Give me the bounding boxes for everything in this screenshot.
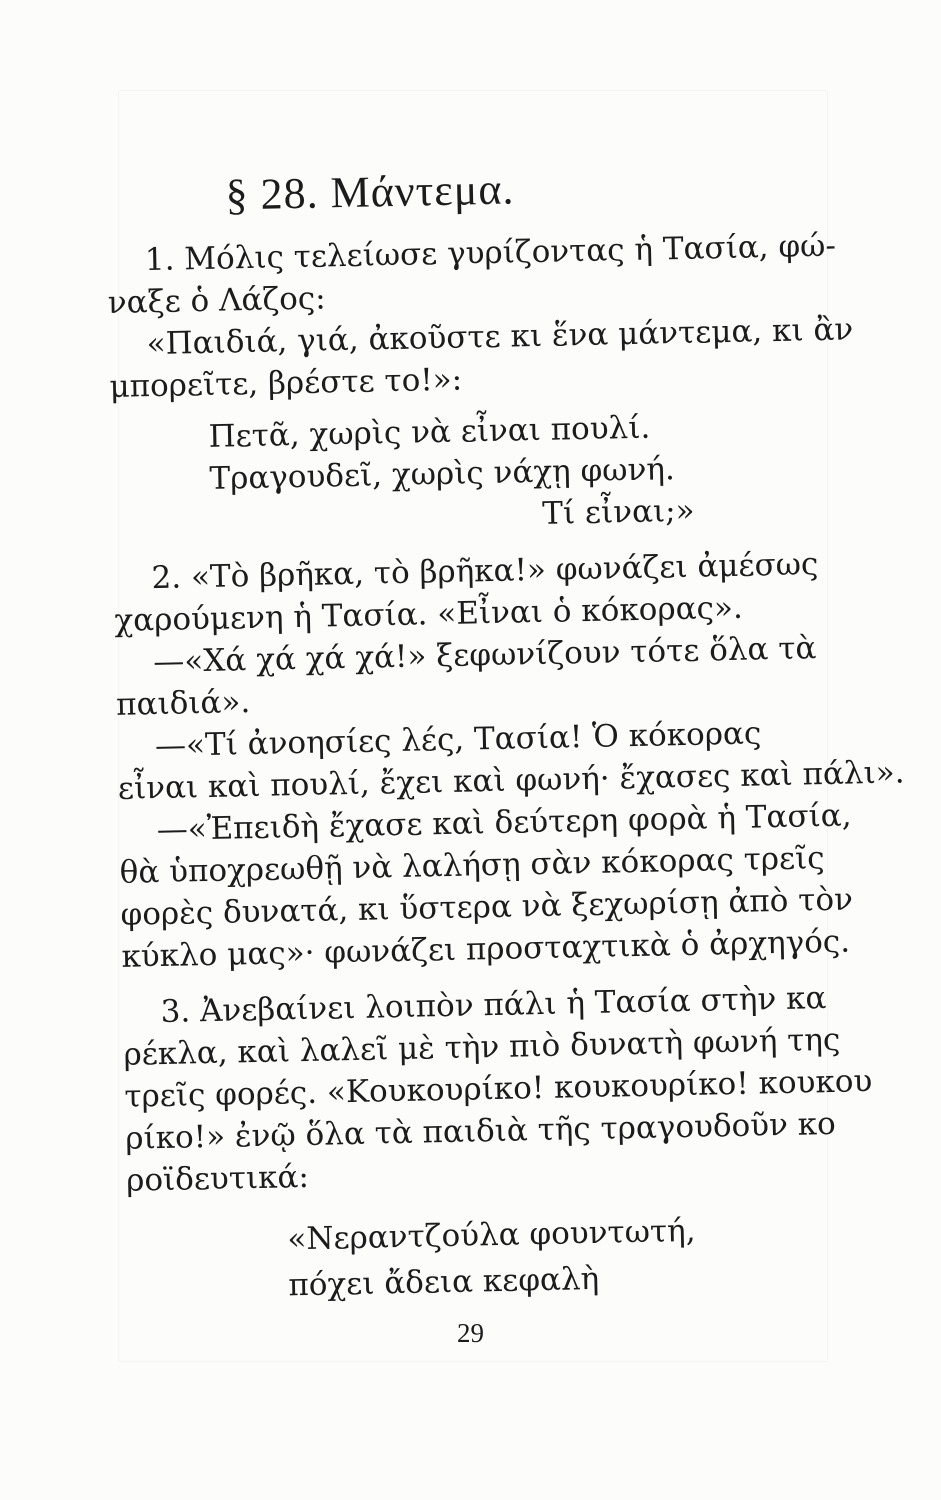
paragraph-3 [122, 977, 873, 1201]
verse-line: Τί εἶναι;» [541, 492, 695, 532]
text-line: —«Τί ἀνοησίες λές, Τασία! Ὁ κόκορας [154, 715, 762, 765]
text-line: χαρούμενη ἡ Τασία. «Εἶναι ὁ κόκορας». [114, 589, 744, 639]
text-line: —«Χά χά χά χά!» ξεφωνίζουν τότε ὅλα τὰ [152, 630, 817, 681]
text-line: «Παιδιά, γιά, ἀκοῦστε κι ἕνα μάντεμα, κι ἂν [146, 311, 854, 363]
text-line: εἶναι καὶ πουλί, ἔχει καὶ φωνή· ἔχασες καὶ πάλι». [117, 754, 905, 807]
text-line: μπορεῖτε, βρέστε το!»: [109, 361, 463, 405]
text-line: —«Ἐπειδὴ ἔχασε καὶ δεύτερη φορὰ ἡ Τασία, [156, 797, 852, 849]
text-line: ρίκο!» ἐνῷ ὅλα τὰ παιδιὰ τῆς τραγουδοῦν κο [124, 1105, 837, 1157]
text-line: 1. Μόλις τελείωσε γυρίζοντας ἡ Τασία, φώ- [144, 227, 837, 279]
paragraph-2 [113, 543, 905, 977]
verse-line: πόχει ἄδεια κεφαλὴ [288, 1260, 600, 1304]
text-line: 3. Ἀνεβαίνει λοιπὸν πάλι ἡ Τασία στὴν κα [160, 980, 827, 1031]
verse-line: «Νεραντζούλα φουντωτή, [287, 1212, 696, 1258]
section-title: § 28. Μάντεμα. [225, 164, 515, 220]
text-line: φορὲς δυνατά, κι ὕστερα νὰ ξεχωρίσῃ ἀπὸ τὸν [120, 881, 854, 933]
page-content [105, 156, 905, 1312]
text-line: τρεῖς φορές. «Κουκουρίκο! κουκουρίκο! κουκου [124, 1063, 873, 1115]
text-line: ρέκλα, καὶ λαλεῖ μὲ τὴν πιὸ δυνατὴ φωνή της [123, 1021, 841, 1073]
text-line: ροϊδευτικά: [125, 1158, 310, 1199]
page-number: 29 [457, 1318, 484, 1348]
text-line: παιδιά». [115, 684, 251, 723]
song-verse [127, 1205, 819, 1311]
text-line: ναξε ὁ Λάζος: [107, 280, 327, 321]
paragraph-1 [106, 226, 854, 408]
text-line: θὰ ὑποχρεωθῇ νὰ λαλήσῃ σὰν κόκορας τρεῖς [119, 840, 825, 891]
verse-line: Τραγουδεῖ, χωρὶς νάχῃ φωνή. [209, 451, 676, 497]
verse-line: Πετᾶ, χωρὶς νὰ εἶναι πουλί. [208, 409, 651, 455]
riddle-verse [110, 403, 802, 543]
text-line: 2. «Τὸ βρῆκα, τὸ βρῆκα!» φωνάζει ἀμέσως [151, 546, 819, 597]
text-line: κύκλο μας»· φωνάζει προσταχτικὰ ὁ ἀρχηγός. [121, 923, 851, 975]
